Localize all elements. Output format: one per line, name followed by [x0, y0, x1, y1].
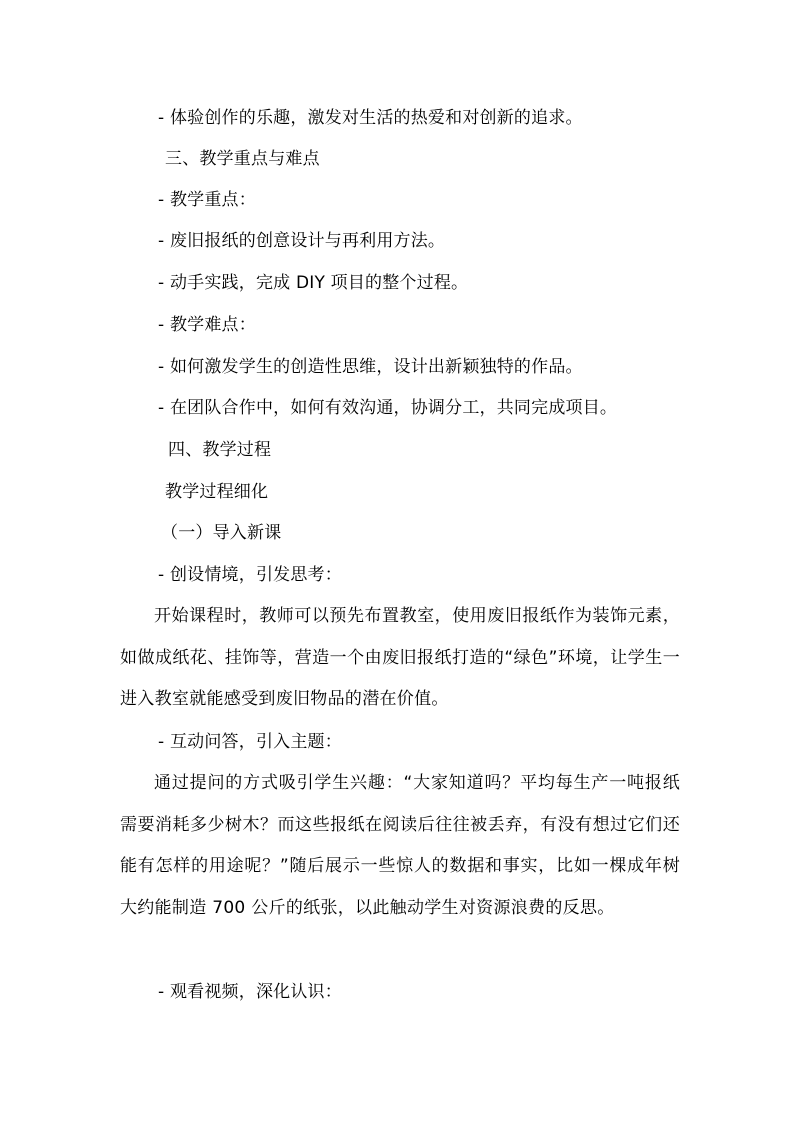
- step-label: - 观看视频，深化认识：: [158, 982, 342, 1002]
- difficulty-item: - 在团队合作中，如何有效沟通，协调分工，共同完成项目。: [158, 398, 618, 418]
- key-points-label: - 教学重点：: [158, 190, 256, 210]
- objective-line: - 体验创作的乐趣，激发对生活的热爱和对创新的追求。: [158, 108, 583, 128]
- subheading-process-detail: 教学过程细化: [165, 482, 269, 502]
- difficulty-item: - 如何激发学生的创造性思维，设计出新颖独特的作品。: [158, 357, 583, 377]
- paragraph-interactive-qa: 通过提问的方式吸引学生兴趣：“大家知道吗？平均每生产一吨报纸需要消耗多少树木？而这些报纸在阅读后往往被丢弃，有没有想过它们还能有怎样的用途呢？”随后展示一些惊人的数据和事实，比如一棵成年树大约能制造 700 公斤的纸张，以此触动学生对资源浪费的反思。: [120, 773, 680, 918]
- difficulties-label: - 教学难点：: [158, 315, 256, 335]
- paragraph-classroom-setup: 开始课程时，教师可以预先布置教室，使用废旧报纸作为装饰元素，如做成纸花、挂饰等，营造一个由废旧报纸打造的“绿色”环境，让学生一进入教室就能感受到废旧物品的潜在价值。: [120, 606, 680, 710]
- subsection-heading-intro: （一）导入新课: [161, 523, 282, 543]
- section-heading-process: 四、教学过程: [168, 440, 272, 460]
- key-point-item: - 动手实践，完成 DIY 项目的整个过程。: [158, 273, 469, 293]
- step-label: - 创设情境，引发思考：: [158, 565, 342, 585]
- key-point-item: - 废旧报纸的创意设计与再利用方法。: [158, 231, 446, 251]
- section-heading-key-points: 三、教学重点与难点: [165, 149, 320, 169]
- step-label: - 互动问答，引入主题：: [158, 732, 342, 752]
